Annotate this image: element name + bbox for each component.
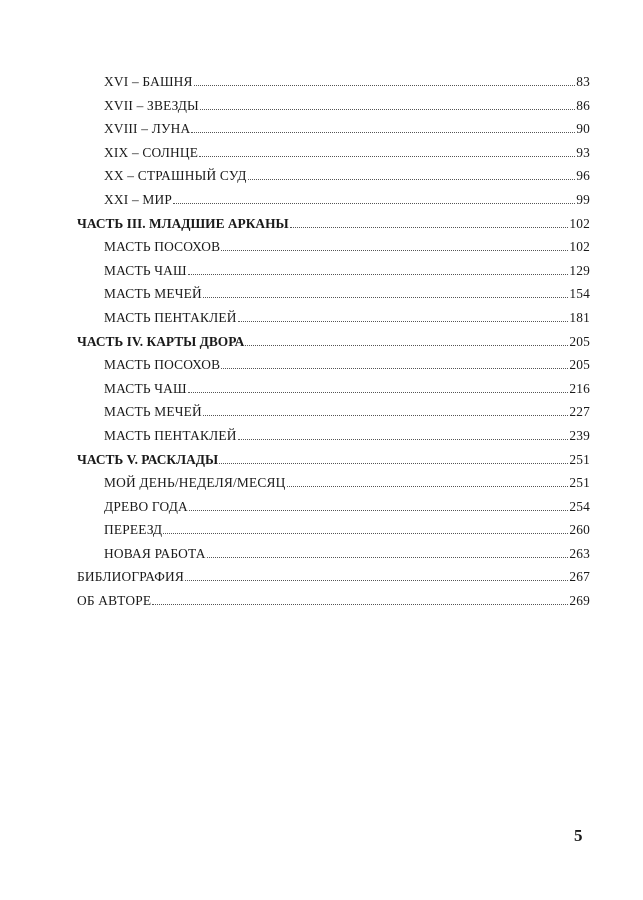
toc-entry-title: МАСТЬ ЧАШ — [104, 380, 187, 396]
toc-entry-title: ЧАСТЬ V. РАСКЛАДЫ — [77, 451, 219, 467]
toc-entry-title: МАСТЬ МЕЧЕЙ — [104, 404, 202, 420]
toc-entry-title: XVII – ЗВЕЗДЫ — [104, 97, 199, 113]
page-number: 5 — [574, 826, 583, 845]
toc-entry-title: МАСТЬ ПОСОХОВ — [104, 239, 221, 255]
toc-subentry — [77, 263, 590, 287]
toc-entry-title: XIX – СОЛНЦЕ — [104, 144, 199, 160]
dot-leader — [238, 439, 569, 440]
toc-entry-title: ДРЕВО ГОДА — [104, 498, 188, 514]
toc-subentry — [77, 286, 590, 310]
toc-subentry — [77, 74, 590, 98]
toc-subentry — [77, 239, 590, 263]
toc-entry-title: ЧАСТЬ IV. КАРТЫ ДВОРА — [77, 333, 245, 349]
toc-entry-page-number: 86 — [576, 97, 590, 113]
toc-entry-page-number: 251 — [569, 475, 590, 491]
toc-entry-page-number: 254 — [569, 498, 590, 514]
dot-leader — [287, 486, 569, 487]
toc-section-entry — [77, 569, 590, 593]
toc-entry-title: ОБ АВТОРЕ — [77, 593, 152, 609]
toc-entry-page-number: 129 — [569, 262, 590, 278]
dot-leader — [194, 85, 576, 86]
toc-section-entry — [77, 452, 590, 476]
toc-entry-page-number: 216 — [569, 380, 590, 396]
toc-subentry — [77, 357, 590, 381]
toc-subentry — [77, 121, 590, 145]
toc-entry-title: БИБЛИОГРАФИЯ — [77, 569, 185, 585]
toc-subentry — [77, 428, 590, 452]
dot-leader — [185, 580, 568, 581]
toc-entry-title: МАСТЬ ПЕНТАКЛЕЙ — [104, 427, 237, 443]
toc-entry-title: МАСТЬ ПЕНТАКЛЕЙ — [104, 309, 237, 325]
toc-entry-page-number: 269 — [569, 593, 590, 609]
toc-entry-title: XXI – МИР — [104, 191, 173, 207]
dot-leader — [200, 109, 575, 110]
toc-entry-page-number: 96 — [576, 168, 590, 184]
toc-entry-page-number: 205 — [569, 357, 590, 373]
toc-entry-page-number: 205 — [569, 333, 590, 349]
toc-entry-title: МАСТЬ ЧАШ — [104, 262, 187, 278]
toc-entry-page-number: 83 — [576, 74, 590, 89]
dot-leader — [163, 533, 568, 534]
toc-entry-title: XX – СТРАШНЫЙ СУД — [104, 168, 247, 184]
toc-entry-title: XVIII – ЛУНА — [104, 121, 191, 137]
table-of-contents — [77, 74, 590, 617]
toc-entry-page-number: 99 — [576, 191, 590, 207]
toc-subentry — [77, 381, 590, 405]
toc-subentry — [77, 499, 590, 523]
dot-leader — [173, 203, 575, 204]
dot-leader — [221, 250, 568, 251]
toc-entry-page-number: 93 — [576, 144, 590, 160]
toc-entry-page-number: 102 — [569, 215, 590, 231]
dot-leader — [207, 557, 569, 558]
toc-entry-title: XVI – БАШНЯ — [104, 74, 193, 89]
toc-subentry — [77, 168, 590, 192]
toc-subentry — [77, 145, 590, 169]
dot-leader — [238, 321, 569, 322]
dot-leader — [219, 463, 568, 464]
toc-entry-page-number: 260 — [569, 522, 590, 538]
dot-leader — [191, 132, 575, 133]
toc-entry-title: НОВАЯ РАБОТА — [104, 545, 206, 561]
toc-section-entry — [77, 334, 590, 358]
dot-leader — [152, 604, 568, 605]
toc-entry-page-number: 227 — [569, 404, 590, 420]
dot-leader — [221, 368, 568, 369]
dot-leader — [203, 297, 568, 298]
toc-subentry — [77, 546, 590, 570]
toc-entry-title: МОЙ ДЕНЬ/НЕДЕЛЯ/МЕСЯЦ — [104, 475, 286, 491]
toc-subentry — [77, 404, 590, 428]
toc-entry-page-number: 181 — [569, 309, 590, 325]
toc-entry-page-number: 154 — [569, 286, 590, 302]
toc-subentry — [77, 192, 590, 216]
toc-subentry — [77, 310, 590, 334]
toc-entry-page-number: 251 — [569, 451, 590, 467]
toc-entry-page-number: 239 — [569, 427, 590, 443]
dot-leader — [199, 156, 575, 157]
dot-leader — [188, 392, 569, 393]
dot-leader — [248, 179, 576, 180]
toc-entry-page-number: 90 — [576, 121, 590, 137]
toc-entry-page-number: 263 — [569, 545, 590, 561]
dot-leader — [290, 227, 569, 228]
toc-section-entry — [77, 216, 590, 240]
dot-leader — [188, 274, 569, 275]
toc-entry-page-number: 102 — [569, 239, 590, 255]
toc-entry-page-number: 267 — [569, 569, 590, 585]
toc-entry-title: ПЕРЕЕЗД — [104, 522, 163, 538]
dot-leader — [203, 415, 568, 416]
dot-leader — [189, 510, 568, 511]
toc-subentry — [77, 98, 590, 122]
toc-section-entry — [77, 593, 590, 617]
toc-entry-title: ЧАСТЬ III. МЛАДШИЕ АРКАНЫ — [77, 215, 289, 231]
toc-entry-title: МАСТЬ МЕЧЕЙ — [104, 286, 202, 302]
toc-subentry — [77, 522, 590, 546]
toc-subentry — [77, 475, 590, 499]
dot-leader — [245, 345, 568, 346]
toc-entry-title: МАСТЬ ПОСОХОВ — [104, 357, 221, 373]
